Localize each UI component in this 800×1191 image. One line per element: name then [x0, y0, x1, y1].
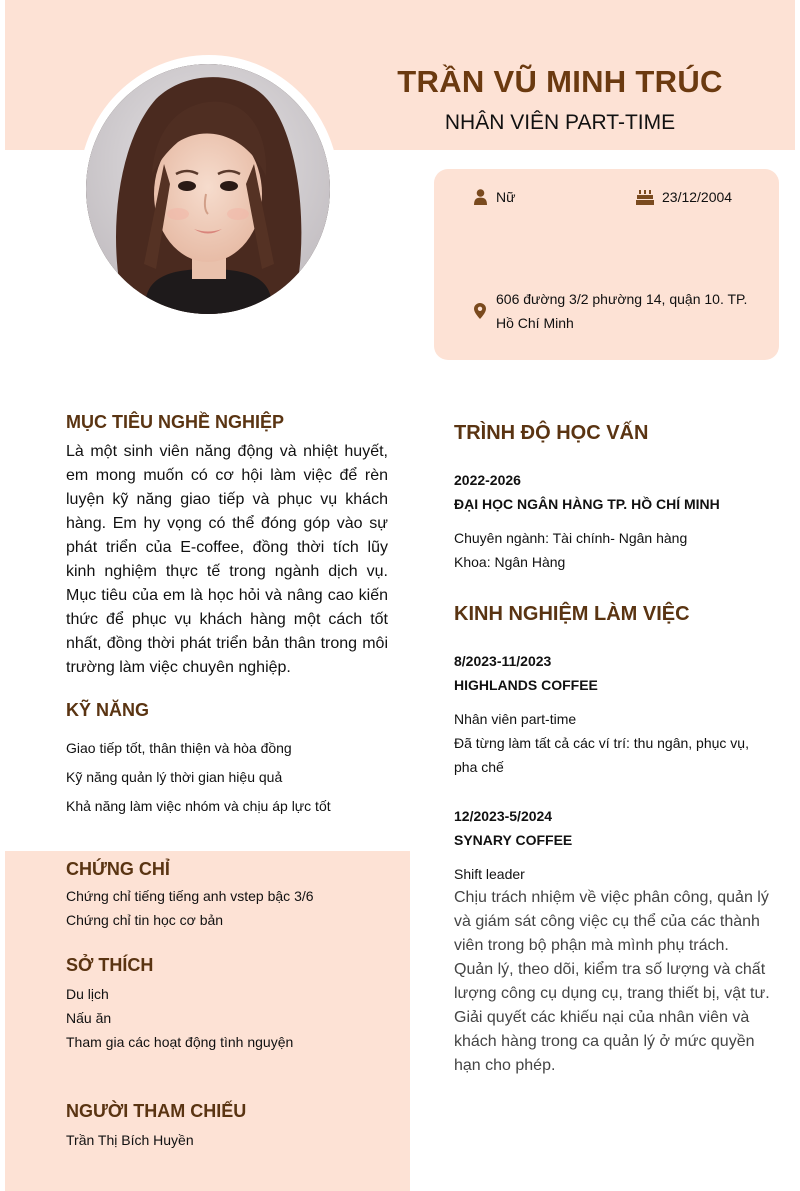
job-description: Chịu trách nhiệm về việc phân công, quản lý và giám sát công việc cụ thể của các thành viên trong bộ phận mà mình phụ trách. Quản lý, theo dõi, kiểm tra số lượng và chất lượng công cụ dụng cụ, trang thiết bị, vật tư. Giải quyết các khiếu nại của nhân viên và khách hàng trong ca quản lý ở mức quyền hạn cho phép. — [454, 889, 770, 1074]
job-company: SYNARY COFFEE — [454, 832, 573, 848]
objective-title: MỤC TIÊU NGHỀ NGHIỆP — [66, 412, 285, 432]
gender-item — [474, 185, 515, 209]
list-item: Chứng chỉ tiếng tiếng anh vstep bậc 3/6 — [66, 888, 314, 904]
personal-info-card — [434, 169, 779, 360]
address-line-2: Hồ Chí Minh — [496, 315, 574, 331]
certificates-list — [66, 884, 314, 932]
list-item: Du lịch — [66, 986, 109, 1002]
list-item: Kỹ năng quản lý thời gian hiệu quả — [66, 769, 283, 785]
job-period: 12/2023-5/2024 — [454, 808, 553, 824]
list-item: Khả năng làm việc nhóm và chịu áp lực tốt — [66, 798, 331, 814]
list-item: Chứng chỉ tin học cơ bản — [66, 912, 224, 928]
gender-value: Nữ — [496, 189, 516, 205]
list-item: Nấu ăn — [66, 1010, 112, 1026]
address-line-1: 606 đường 3/2 phường 14, quận 10. TP. — [496, 291, 748, 307]
skills-list — [66, 734, 331, 821]
map-pin-icon — [474, 287, 496, 335]
education-school: ĐẠI HỌC NGÂN HÀNG TP. HỒ CHÍ MINH — [454, 496, 720, 512]
education-title: TRÌNH ĐỘ HỌC VẤN — [454, 422, 649, 444]
birthday-value: 23/12/2004 — [662, 189, 733, 205]
birthday-item — [636, 185, 732, 209]
user-icon — [474, 185, 496, 209]
address-item — [474, 287, 747, 335]
avatar — [86, 64, 330, 314]
job-company: HIGHLANDS COFFEE — [454, 677, 598, 693]
job-role: Nhân viên part-time — [454, 711, 577, 727]
birthday-cake-icon — [636, 185, 662, 209]
job-role: Shift leader — [454, 866, 525, 882]
job-description: Đã từng làm tất cả các ví trí: thu ngân, phục vụ, pha chế — [454, 735, 749, 775]
objective-text: Là một sinh viên năng động và nhiệt huyết, em mong muốn có cơ hội làm việc để rèn luyện kỹ năng giao tiếp và phục vụ khách hàng. Em hy vọng có thể đóng góp vào sự phát triển của E-coffee, đồng thời tích lũy kinh nghiệm thực tế trong ngành dịch vụ. Mục tiêu của em là học hỏi và nâng cao kiến thức để phục vụ khách hàng một cách tốt nhất, đồng thời phát triển bản thân trong môi trường làm việc chuyên nghiệp. — [66, 443, 388, 676]
hobbies-list — [66, 982, 293, 1054]
list-item: Tham gia các hoạt động tình nguyện — [66, 1034, 294, 1050]
education-major: Chuyên ngành: Tài chính- Ngân hàng — [454, 530, 688, 546]
job-period: 8/2023-11/2023 — [454, 653, 552, 669]
hobbies-title: SỞ THÍCH — [66, 955, 154, 975]
education-faculty: Khoa: Ngân Hàng — [454, 554, 566, 570]
skills-title: KỸ NĂNG — [66, 700, 150, 720]
references-title: NGƯỜI THAM CHIẾU — [66, 1101, 247, 1121]
experience-title: KINH NGHIỆM LÀM VIỆC — [454, 603, 690, 625]
list-item: Giao tiếp tốt, thân thiện và hòa đồng — [66, 740, 292, 756]
education-period: 2022-2026 — [454, 472, 521, 488]
address-value — [496, 287, 747, 335]
candidate-name: TRẦN VŨ MINH TRÚC — [397, 64, 723, 99]
certificates-title: CHỨNG CHỈ — [66, 859, 170, 879]
candidate-position: NHÂN VIÊN PART-TIME — [444, 111, 676, 134]
reference-name: Trần Thị Bích Huyền — [66, 1132, 194, 1148]
